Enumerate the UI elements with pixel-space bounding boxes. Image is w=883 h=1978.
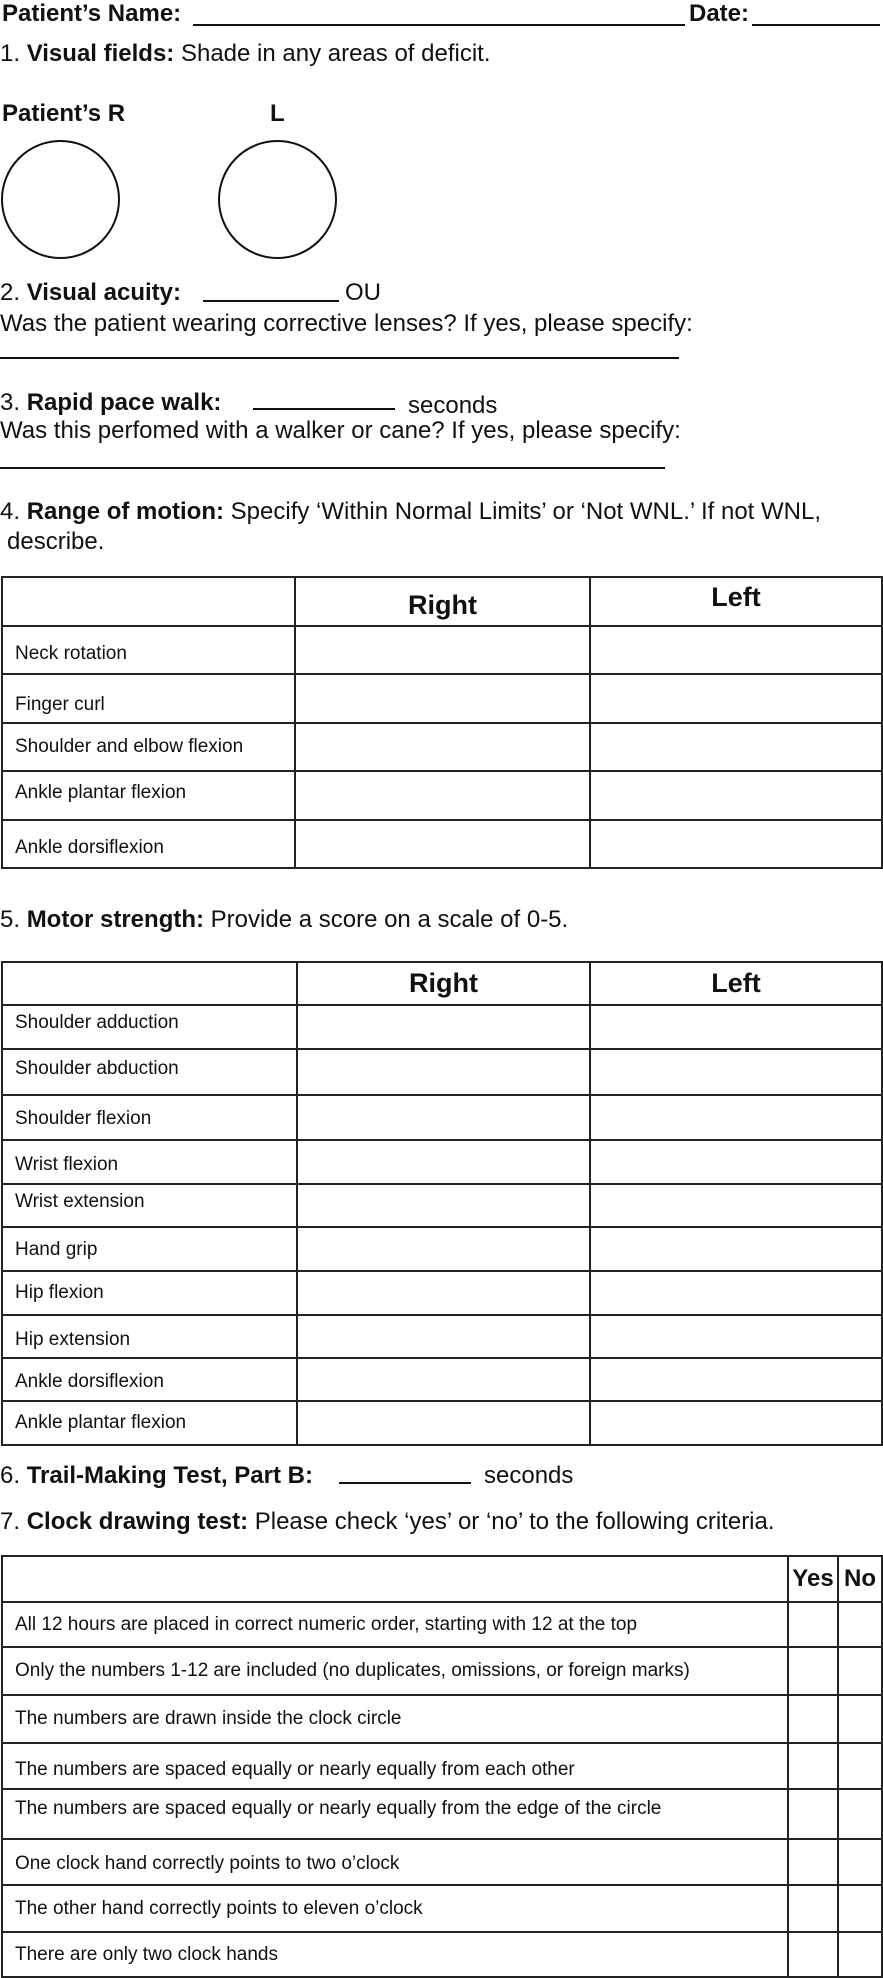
- row-label: Ankle dorsiflexion: [2, 820, 295, 868]
- date-label: Date:: [689, 0, 750, 27]
- corrective-lenses-question: Was the patient wearing corrective lenses? If yes, please specify:: [0, 310, 693, 337]
- section-instruction: Specify ‘Within Normal Limits’ or ‘Not WNL.’ If not WNL,: [230, 498, 822, 525]
- range-of-motion-section: [0, 498, 821, 526]
- row-label: Shoulder adduction: [2, 1005, 297, 1049]
- no-checkbox[interactable]: [838, 1647, 882, 1695]
- right-cell[interactable]: [295, 626, 590, 674]
- table-row: [2, 771, 882, 820]
- table-row: [2, 1140, 882, 1184]
- section-number: 4.: [0, 498, 21, 525]
- trail-making-unit: seconds: [484, 1462, 574, 1489]
- right-cell[interactable]: [297, 1401, 590, 1445]
- section-instruction-continued: describe.: [7, 528, 105, 555]
- no-checkbox[interactable]: [838, 1695, 882, 1743]
- yes-checkbox[interactable]: [788, 1602, 838, 1647]
- motor-strength-section: [0, 906, 568, 934]
- criterion-label: The numbers are spaced equally or nearly equally from each other: [2, 1743, 788, 1789]
- criterion-label: All 12 hours are placed in correct numeric order, starting with 12 at the top: [2, 1602, 788, 1647]
- yes-checkbox[interactable]: [788, 1885, 838, 1932]
- rapid-pace-walk-field[interactable]: [253, 408, 395, 410]
- motor-strength-table: [1, 961, 883, 1446]
- table-row: [2, 1839, 882, 1885]
- row-label: Ankle plantar flexion: [2, 1401, 297, 1445]
- row-label: Hip flexion: [2, 1271, 297, 1315]
- trail-making-section: [0, 1462, 313, 1490]
- row-label: Shoulder abduction: [2, 1049, 297, 1095]
- table-row: [2, 674, 882, 723]
- left-cell[interactable]: [590, 771, 882, 820]
- table-row: [2, 1095, 882, 1140]
- right-visual-field-circle[interactable]: [1, 140, 120, 259]
- yes-checkbox[interactable]: [788, 1839, 838, 1885]
- section-heading: Trail-Making Test, Part B:: [26, 1462, 313, 1489]
- table-header-blank: [2, 962, 297, 1005]
- left-cell[interactable]: [590, 1184, 882, 1227]
- section-instruction: Provide a score on a scale of 0-5.: [210, 906, 569, 933]
- section-number: 3.: [0, 389, 21, 416]
- table-row: [2, 1932, 882, 1977]
- row-label: Hand grip: [2, 1227, 297, 1271]
- left-visual-field-circle[interactable]: [218, 140, 337, 259]
- right-cell[interactable]: [295, 771, 590, 820]
- right-eye-label: Patient’s R: [2, 100, 126, 127]
- criterion-label: The numbers are spaced equally or nearly equally from the edge of the circle: [2, 1789, 788, 1839]
- no-checkbox[interactable]: [838, 1885, 882, 1932]
- patient-name-label: Patient’s Name:: [2, 0, 182, 27]
- rapid-pace-walk-unit: seconds: [408, 392, 498, 419]
- section-number: 5.: [0, 906, 21, 933]
- table-row: [2, 1358, 882, 1401]
- yes-checkbox[interactable]: [788, 1932, 838, 1977]
- left-cell[interactable]: [590, 1140, 882, 1184]
- left-cell[interactable]: [590, 820, 882, 868]
- right-cell[interactable]: [297, 1005, 590, 1049]
- criterion-label: The other hand correctly points to eleven o’clock: [2, 1885, 788, 1932]
- table-header-row: [2, 962, 882, 1005]
- row-label: Wrist extension: [2, 1184, 297, 1227]
- no-checkbox[interactable]: [838, 1932, 882, 1977]
- right-cell[interactable]: [297, 1184, 590, 1227]
- table-header-blank: [2, 577, 295, 626]
- table-header-row: [2, 1556, 882, 1602]
- right-cell[interactable]: [297, 1315, 590, 1358]
- no-checkbox[interactable]: [838, 1743, 882, 1789]
- date-field[interactable]: [752, 24, 880, 26]
- right-cell[interactable]: [297, 1140, 590, 1184]
- left-cell[interactable]: [590, 1401, 882, 1445]
- section-instruction: Please check ‘yes’ or ‘no’ to the following criteria.: [254, 1508, 775, 1535]
- table-row: [2, 1695, 882, 1743]
- left-cell[interactable]: [590, 1005, 882, 1049]
- walker-cane-question: Was this perfomed with a walker or cane? If yes, please specify:: [0, 417, 681, 444]
- right-cell[interactable]: [297, 1095, 590, 1140]
- trail-making-field[interactable]: [339, 1482, 471, 1484]
- section-heading: Clock drawing test:: [26, 1508, 249, 1535]
- left-eye-label: L: [270, 100, 285, 127]
- rapid-pace-walk-section: [0, 389, 221, 417]
- row-label: Neck rotation: [2, 626, 295, 674]
- left-cell[interactable]: [590, 1227, 882, 1271]
- section-instruction: Shade in any areas of deficit.: [180, 40, 491, 67]
- right-cell[interactable]: [295, 820, 590, 868]
- corrective-lenses-answer[interactable]: [0, 357, 679, 359]
- walker-cane-answer[interactable]: [0, 467, 665, 469]
- left-cell[interactable]: [590, 1358, 882, 1401]
- section-heading: Visual fields:: [26, 40, 175, 67]
- left-cell[interactable]: [590, 1095, 882, 1140]
- column-header-left: Left: [590, 962, 882, 1005]
- row-label: Wrist flexion: [2, 1140, 297, 1184]
- patient-name-field[interactable]: [193, 24, 685, 26]
- range-of-motion-table: [1, 576, 883, 869]
- column-header-no: No: [838, 1556, 882, 1602]
- left-cell[interactable]: [590, 1315, 882, 1358]
- table-row: [2, 1184, 882, 1227]
- row-label: Ankle plantar flexion: [2, 771, 295, 820]
- table-row: [2, 1271, 882, 1315]
- clock-drawing-table: [1, 1555, 883, 1978]
- section-heading: Motor strength:: [26, 906, 204, 933]
- table-row: [2, 626, 882, 674]
- table-row: [2, 820, 882, 868]
- section-number: 7.: [0, 1508, 21, 1535]
- section-heading: Range of motion:: [26, 498, 224, 525]
- right-cell[interactable]: [297, 1271, 590, 1315]
- visual-acuity-unit: OU: [345, 279, 381, 306]
- left-cell[interactable]: [590, 674, 882, 723]
- table-row: [2, 1885, 882, 1932]
- row-label: Shoulder and elbow flexion: [2, 723, 295, 771]
- no-checkbox[interactable]: [838, 1602, 882, 1647]
- criterion-label: One clock hand correctly points to two o’clock: [2, 1839, 788, 1885]
- table-header-blank: [2, 1556, 788, 1602]
- no-checkbox[interactable]: [838, 1789, 882, 1839]
- table-row: [2, 1227, 882, 1271]
- yes-checkbox[interactable]: [788, 1647, 838, 1695]
- clock-drawing-section: [0, 1508, 775, 1536]
- visual-fields-section: [0, 40, 491, 68]
- section-number: 2.: [0, 279, 21, 306]
- table-row: [2, 1602, 882, 1647]
- right-cell[interactable]: [297, 1049, 590, 1095]
- criterion-label: Only the numbers 1-12 are included (no duplicates, omissions, or foreign marks): [2, 1647, 788, 1695]
- visual-acuity-field[interactable]: [203, 300, 339, 302]
- table-header-row: [2, 577, 882, 626]
- criterion-label: The numbers are drawn inside the clock circle: [2, 1695, 788, 1743]
- table-row: [2, 1005, 882, 1049]
- column-header-left: Left: [590, 577, 882, 626]
- left-cell[interactable]: [590, 1049, 882, 1095]
- yes-checkbox[interactable]: [788, 1743, 838, 1789]
- table-row: [2, 1789, 882, 1839]
- table-row: [2, 1743, 882, 1789]
- row-label: Hip extension: [2, 1315, 297, 1358]
- section-heading: Visual acuity:: [26, 279, 181, 306]
- column-header-right: Right: [295, 577, 590, 626]
- yes-checkbox[interactable]: [788, 1789, 838, 1839]
- no-checkbox[interactable]: [838, 1839, 882, 1885]
- right-cell[interactable]: [295, 723, 590, 771]
- left-cell[interactable]: [590, 723, 882, 771]
- table-row: [2, 1647, 882, 1695]
- table-row: [2, 723, 882, 771]
- column-header-right: Right: [297, 962, 590, 1005]
- row-label: Ankle dorsiflexion: [2, 1358, 297, 1401]
- right-cell[interactable]: [297, 1227, 590, 1271]
- table-row: [2, 1401, 882, 1445]
- visual-acuity-section: [0, 279, 181, 307]
- section-number: 1.: [0, 40, 21, 67]
- criterion-label: There are only two clock hands: [2, 1932, 788, 1977]
- row-label: Shoulder flexion: [2, 1095, 297, 1140]
- right-cell[interactable]: [297, 1358, 590, 1401]
- left-cell[interactable]: [590, 626, 882, 674]
- table-row: [2, 1315, 882, 1358]
- section-number: 6.: [0, 1462, 21, 1489]
- yes-checkbox[interactable]: [788, 1695, 838, 1743]
- left-cell[interactable]: [590, 1271, 882, 1315]
- row-label: Finger curl: [2, 674, 295, 723]
- table-row: [2, 1049, 882, 1095]
- section-heading: Rapid pace walk:: [26, 389, 222, 416]
- column-header-yes: Yes: [788, 1556, 838, 1602]
- right-cell[interactable]: [295, 674, 590, 723]
